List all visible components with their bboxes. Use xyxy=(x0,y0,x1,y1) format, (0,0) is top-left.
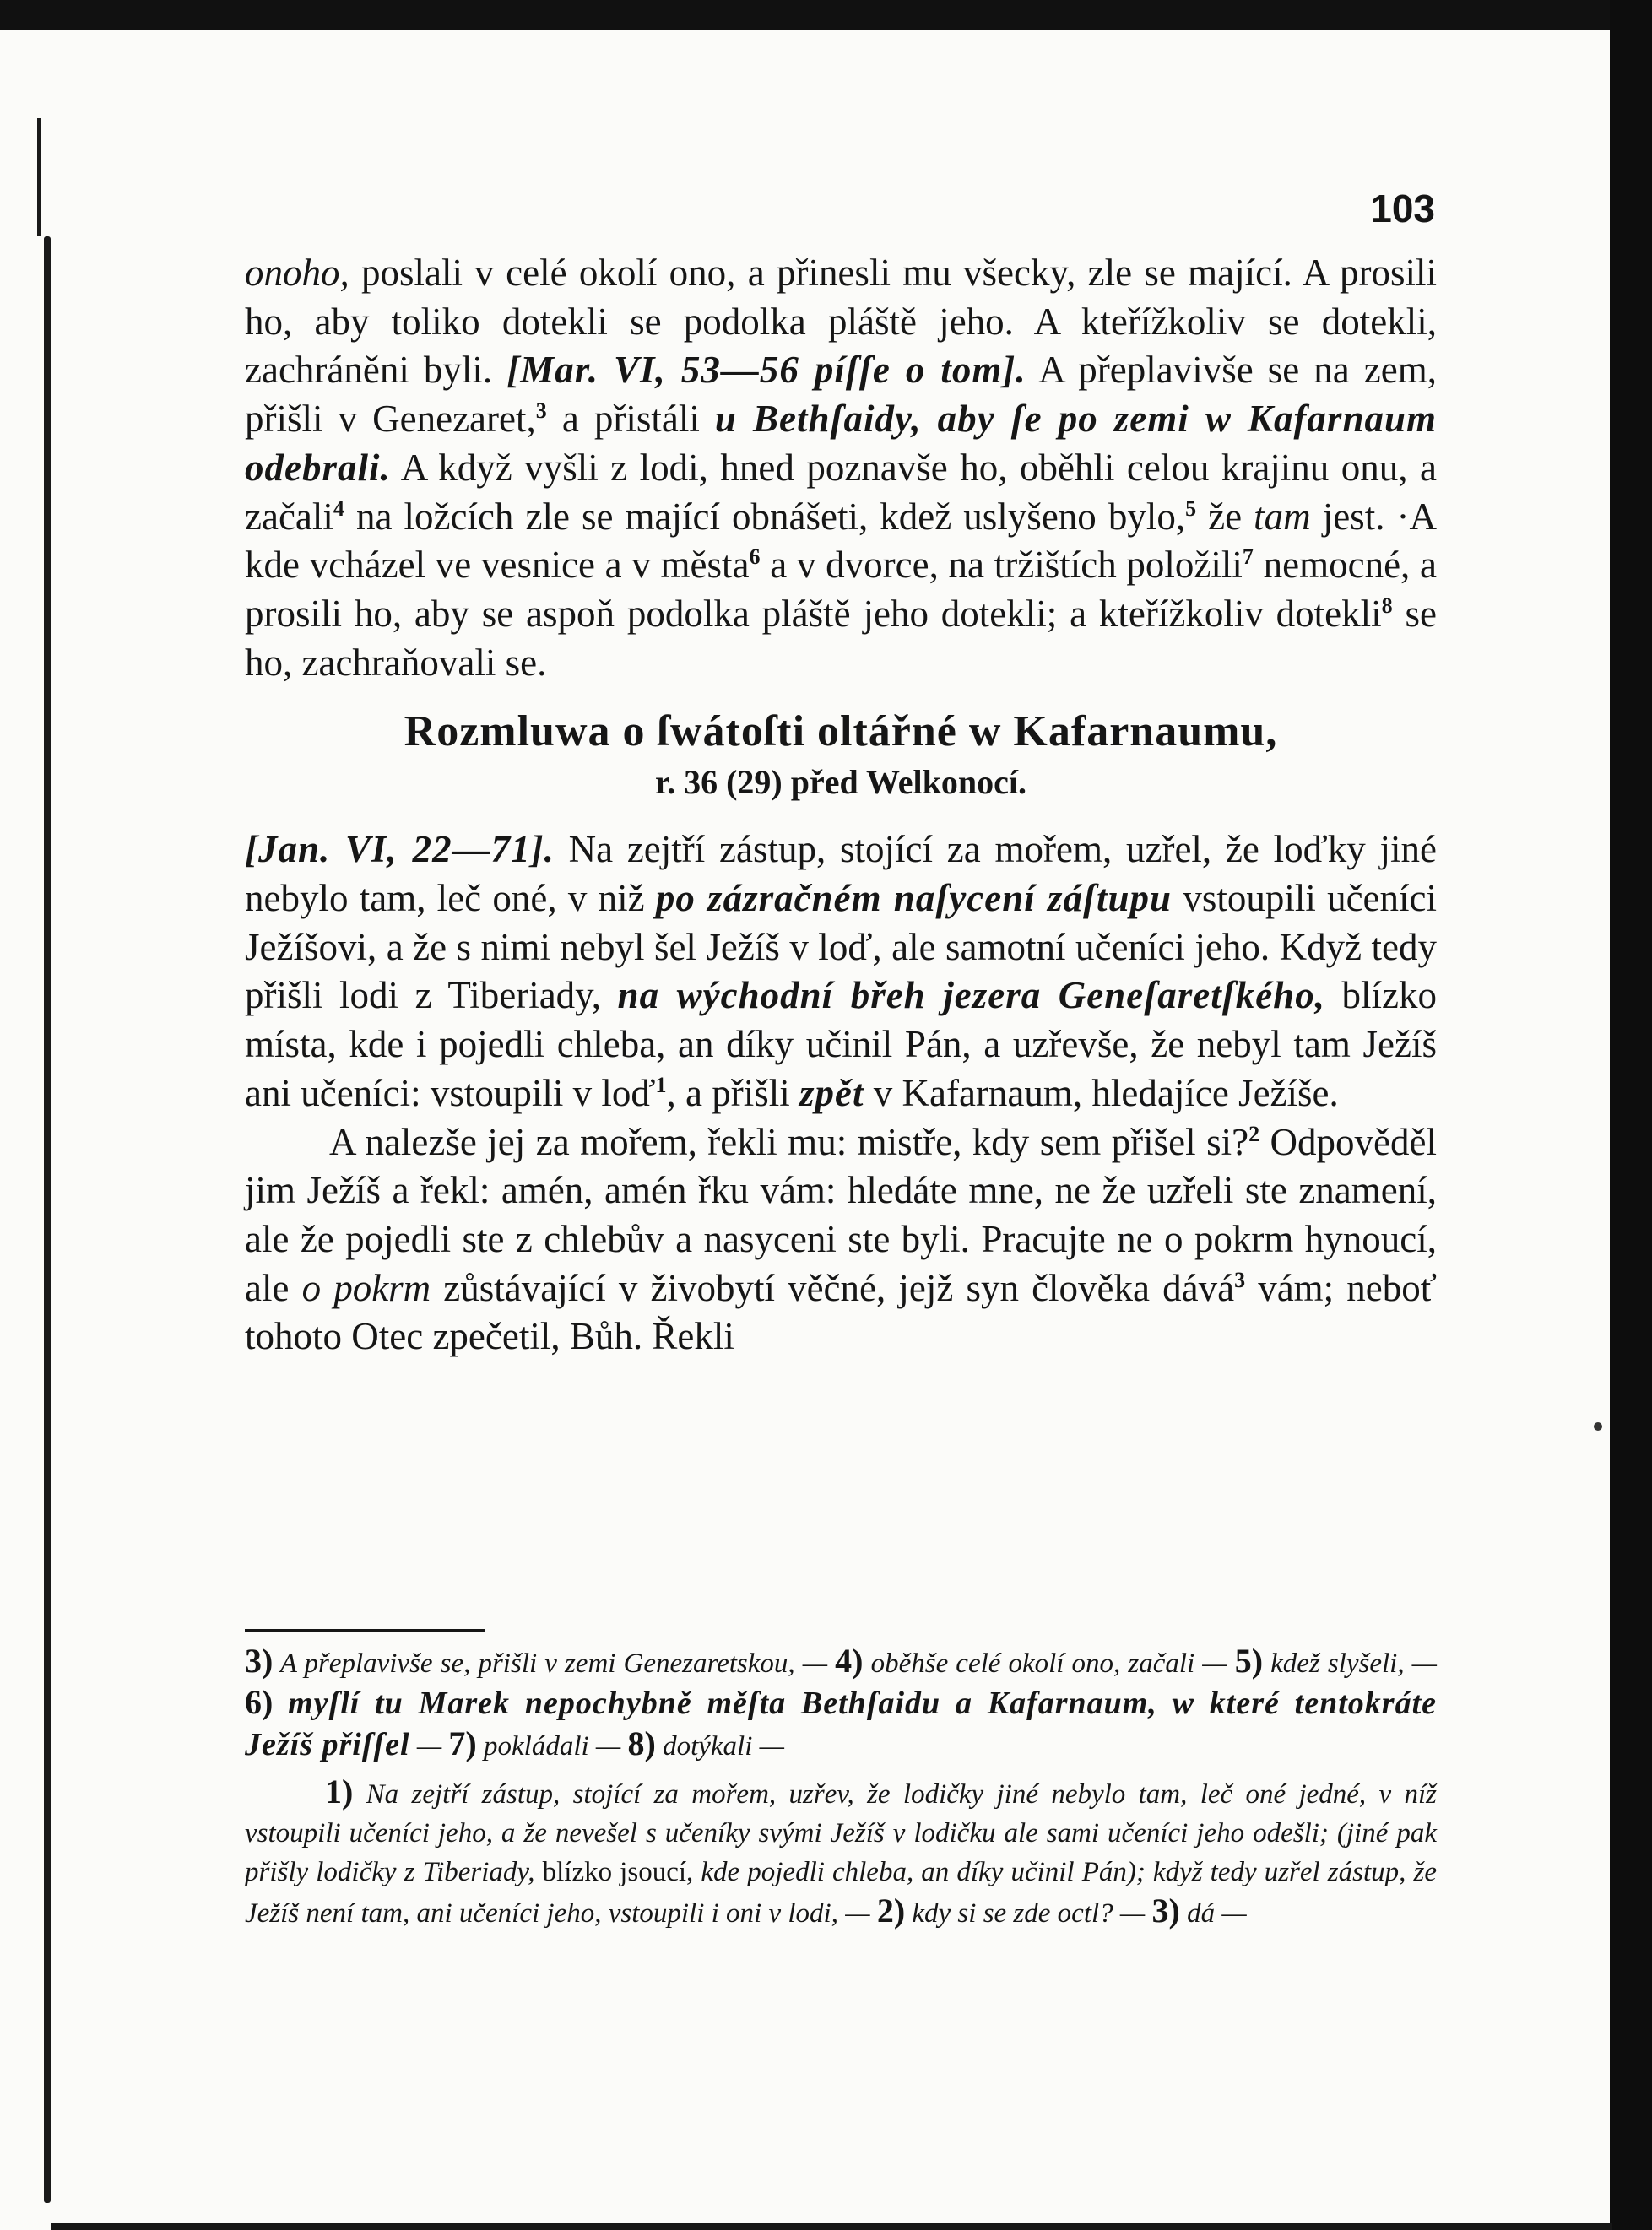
paragraph-2: [Jan. VI, 22—71]. Na zejtří zástup, stojící za mořem, uzřel, že loďky jiné nebylo tam, leč oné, v niž po zázračném naſycení záſtupu vstoupili učeníci Ježíšovi, a že s nimi nebyl šel Ježíš v loď, ale samotní učeníci jeho. Když tedy přišli lodi z Tiberiady, na wýchodní břeh jezera Geneſaretſkého, blízko místa, kde i pojedli chleba, an díky učinil Pán, a uzřevše, že nebyl tam Ježíš ani učeníci: vstoupili v loď$^1$, a přišli zpět v Kafarnaum, hledajíce Ježíše. xyxy=(245,828,1438,1114)
paragraph-3: A nalezše jej za mořem, řekli mu: mistře, kdy sem přišel si?$^2$ Odpověděl jim Ježíš a řekl: amén, amén řku vám: hledáte mne, ne že uzřeli ste znamení, ale že pojedli ste z chlebův a nasyceni ste byli. Pracujte ne o pokrm hynoucí, ale o pokrm zůstávající v živobytí věčné, jejž syn člověka dává$^3$ vám; neboť tohoto Otec zpečetil, Bůh. Řekli xyxy=(245,1120,1438,1358)
footnote-marker: 7 xyxy=(1242,544,1254,570)
footnote-marker: 4 xyxy=(333,495,344,521)
footnotes-block-b: 1) Na zejtří zástup, stojící za mořem, uzřev, že lodičky jiné nebylo tam, leč oné jedné, v níž vstoupili učeníci jeho, a že nevešel s učeníky svými Ježíš v lodičku ale sami učeníci jeho odešli; (jiné pak přišly lodičky z Tiberiady, blízko jsoucí, kde pojedli chleba, an díky učinil Pán); když tedy uzřel zástup, že Ježíš není tam, ani učeníci jeho, vstoupili i oni v lodi, — 2) kdy si se zde octl? — 3) dá — xyxy=(245,1773,1437,1930)
footnotes-block-a: 3) A přeplavivše se, přišli v zemi Genezaretskou, — 4) oběhše celé okolí ono, začali — 5) kdež slyšeli, — 6) myſlí tu Marek nepochybně měſta Bethſaidu a Kafarnaum, w které tentokráte Ježíš přiſſel — 7) pokládali — 8) dotýkali — xyxy=(245,1642,1437,1762)
footnotes xyxy=(245,1642,1437,1933)
scripture-reference: [Mar. VI, 53—56 píſſe o tom]. xyxy=(506,349,1026,392)
scan-top-border xyxy=(0,0,1652,30)
section-heading: Rozmluwa o ſwátoſti oltářné w Kafarnaumu, xyxy=(404,707,1278,756)
scan-binding-mark xyxy=(37,118,41,236)
fraktur-insert: u Bethſaidy, aby ſe po zemi w Kafarnaum odebrali. xyxy=(245,398,1437,489)
main-text xyxy=(245,249,1437,1361)
footnote-marker: 8 xyxy=(1381,593,1393,618)
scan-bottom-border xyxy=(51,2223,1612,2230)
footnote-marker: 6 xyxy=(749,544,761,570)
fraktur-insert: na wýchodní břeh jezera Geneſaretſkého, xyxy=(617,974,1325,1017)
fraktur-insert: po zázračném naſycení záſtupu xyxy=(655,877,1173,920)
footnote-marker: 3 xyxy=(535,398,547,424)
fraktur-insert: zpět xyxy=(799,1071,864,1114)
footnote-marker: 5 xyxy=(1185,495,1197,521)
footnote-divider xyxy=(245,1629,485,1632)
footnote-marker: 1 xyxy=(655,1072,667,1097)
scan-right-border xyxy=(1610,0,1652,2230)
scripture-reference: [Jan. VI, 22—71]. xyxy=(245,828,555,871)
footnote-marker: 2 xyxy=(1248,1121,1260,1146)
footnote-marker: 3 xyxy=(1234,1267,1246,1292)
page-number: 103 xyxy=(1370,187,1435,230)
scan-binding-edge xyxy=(44,236,51,2203)
paragraph-1: onoho, poslali v celé okolí ono, a přinesli mu všecky, zle se mající. A prosili ho, aby toliko dotekli se podolka pláště jeho. A kteřížkoliv se dotekli, zachráněni byli. [Mar. VI, 53—56 píſſe o tom]. A přeplavivše se na zem, přišli v Genezaret,$^3$ a přistáli u Bethſaidy, aby ſe po zemi w Kafarnaum odebrali. A když vyšli z lodi, hned poznavše ho, oběhli celou krajinu onu, a začali$^4$ na ložcích zle se mající obnášeti, kdež uslyšeno bylo,$^5$ že tam jest. ·A kde vcházel ve vesnice a v města$^6$ a v dvorce, na tržištích položili$^7$ nemocné, a prosili ho, aby se aspoň podolka pláště jeho dotekli; a kteřížkoliv dotekli$^8$ se ho, zachraňovali se. xyxy=(245,252,1437,684)
section-subheading: r. 36 (29) před Welkonocí. xyxy=(654,763,1027,802)
scan-speck xyxy=(1594,1422,1602,1431)
